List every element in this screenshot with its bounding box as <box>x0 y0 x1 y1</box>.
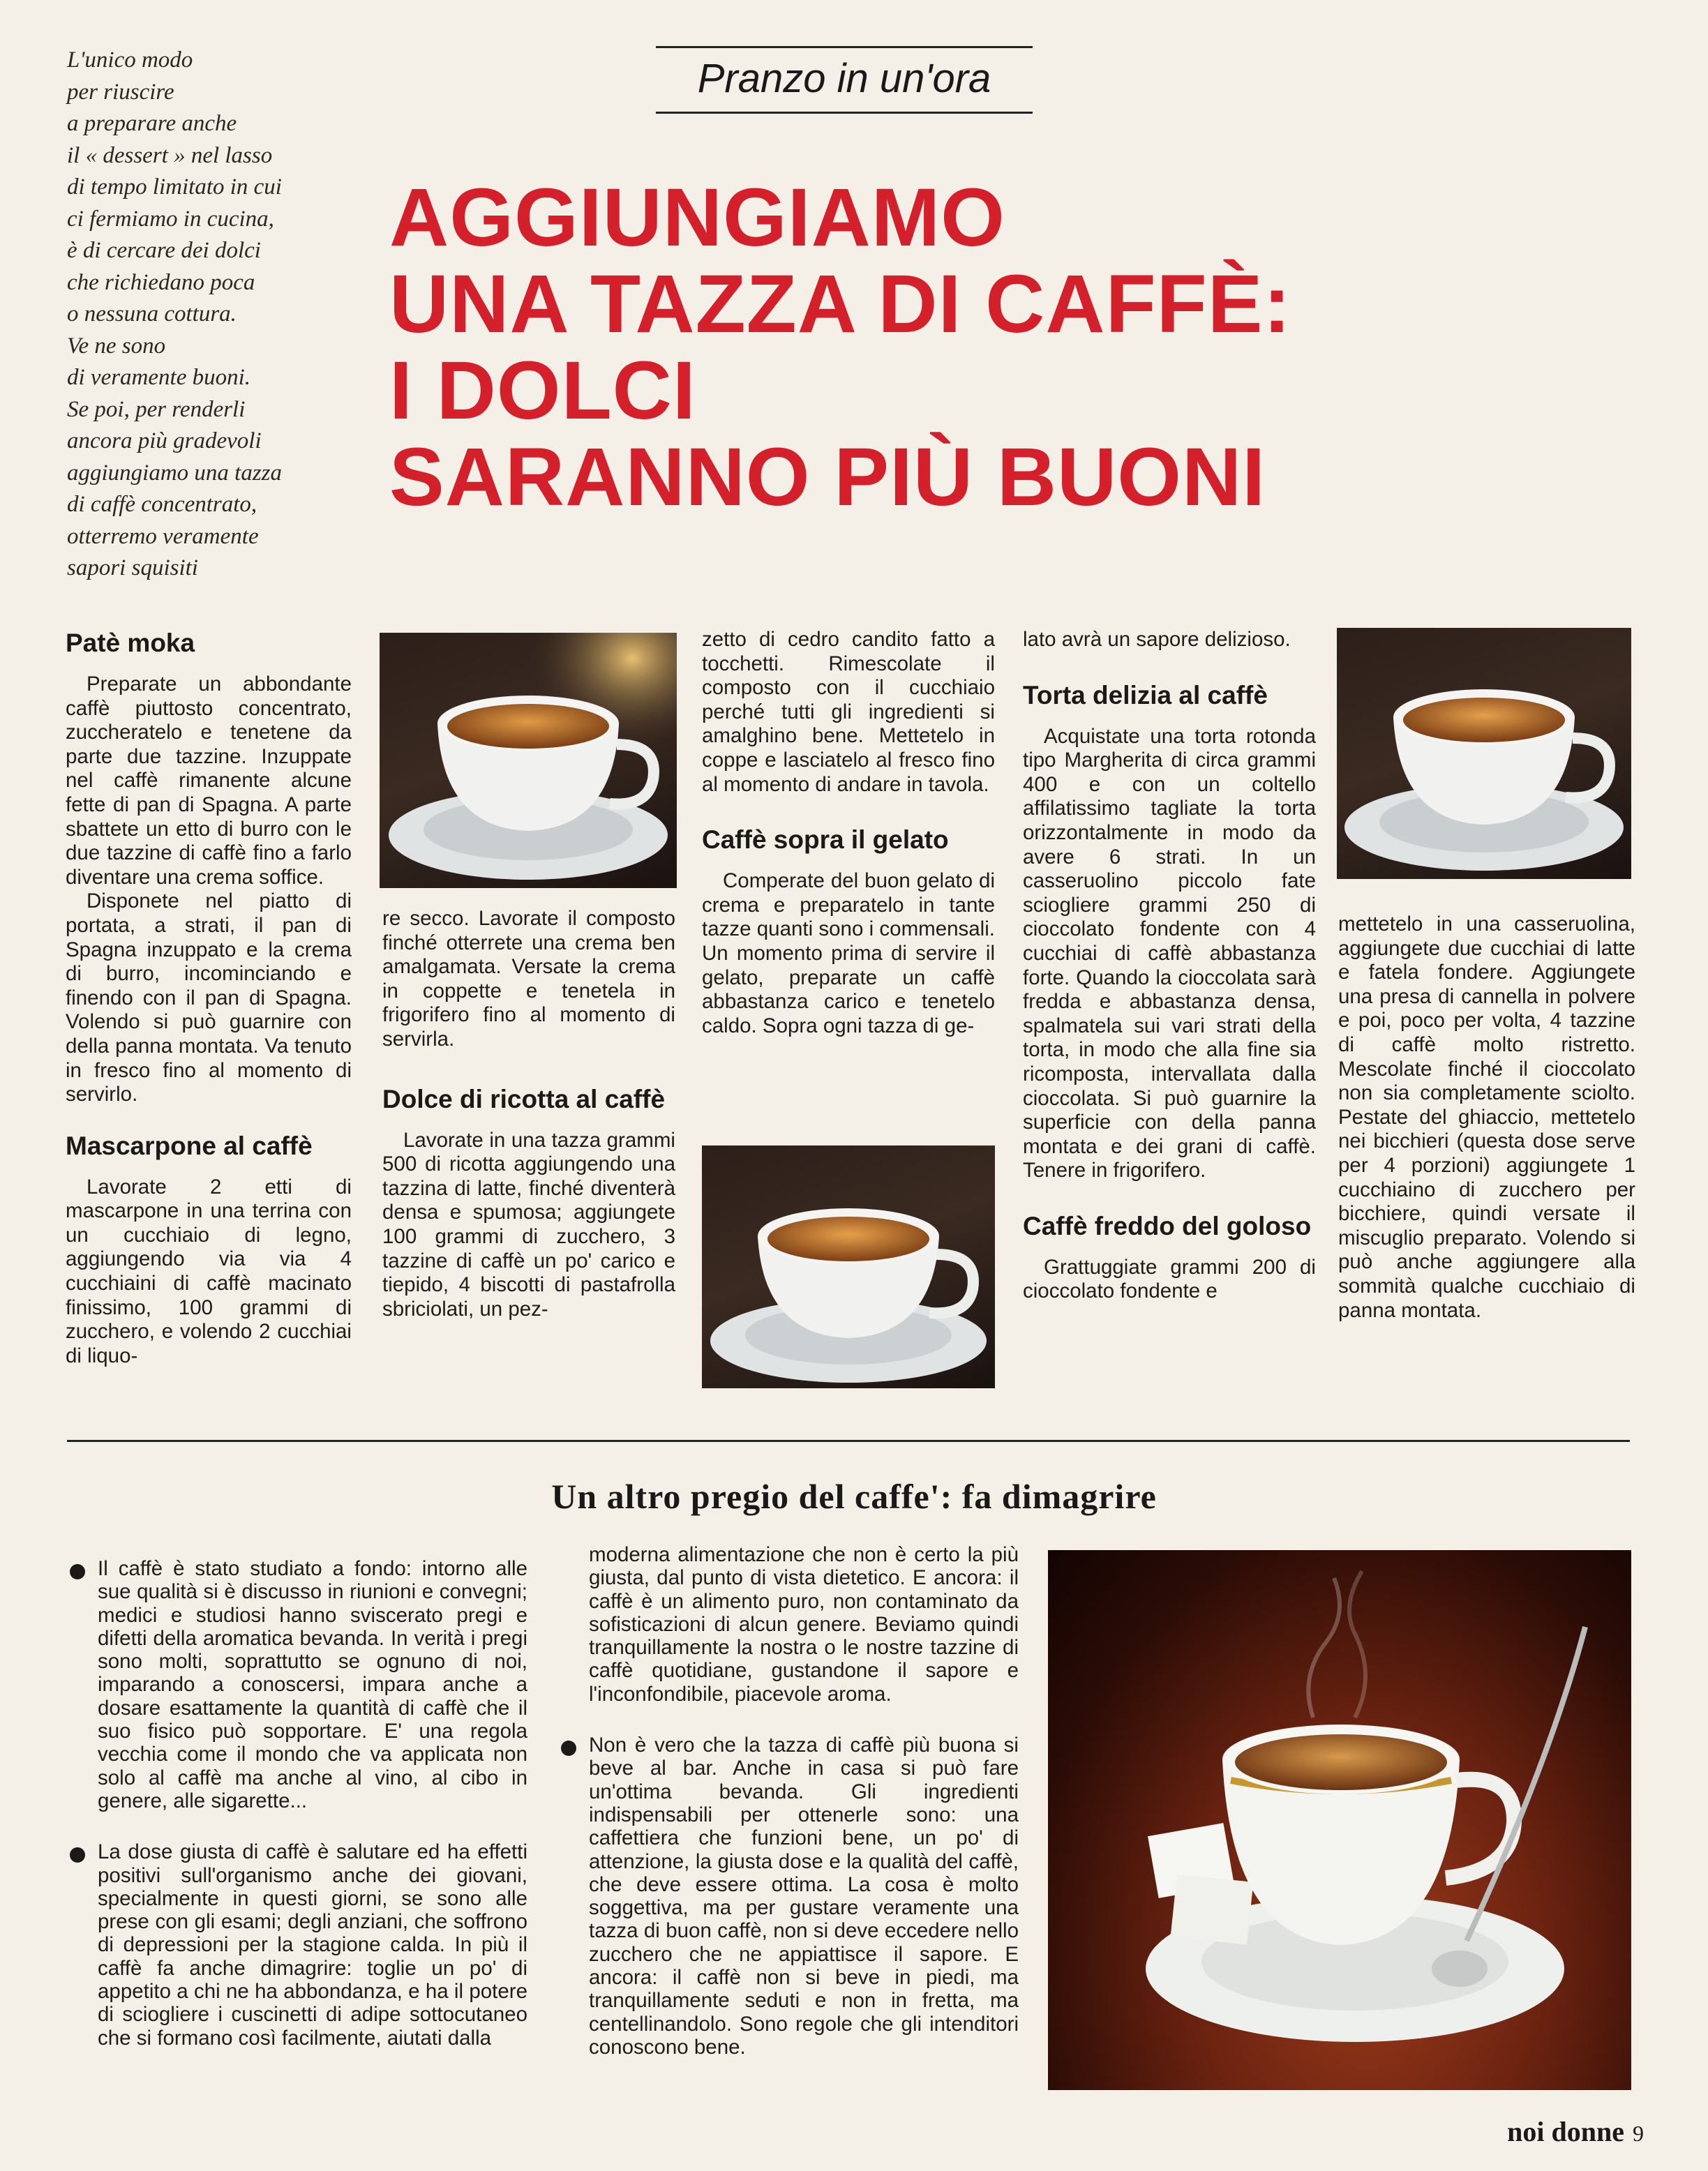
section-rubric: Pranzo in un'ora <box>656 46 1033 114</box>
headline-line: I DOLCI <box>389 345 696 437</box>
headline-line: SARANNO PIÙ BUONI <box>389 431 1266 523</box>
column-5 <box>1338 912 1635 1323</box>
recipe-paragraph: Lavorate 2 etti di mascarpone in una terrina con un cucchiaio di legno, aggiungendo via via 4 cucchiaini di caffè macinato finissimo, 100 grammi di zucchero, e volendo 2 cucchiai di liquo- <box>66 1175 352 1367</box>
recipe-paragraph: mettetelo in una casseruolina, aggiungete due cucchiai di latte e fatela fondere. Aggiungete una presa di cannella in polvere e poi, poco per volta, 4 tazzine di caffè molto ristretto. Mescolate finché il cioccolato non sia completamente sciolto. Pestate del ghiaccio, mettetelo nei bicchieri (questa dose serve per 4 porzioni) aggiungete 1 cucchiaino di zucchero per bicchiere, quindi versate il miscuglio preparato. Volendo si può anche aggiungere alla sommità qualche cucchiaio di panna montata. <box>1338 912 1635 1322</box>
article-paragraph: moderna alimentazione che non è certo la più giusta, dal punto di vista dietetico. E ancora: il caffè è un alimento puro, non contaminato da sofisticazioni di alcun genere. Beviamo quindi tranquillamente la nostra o le nostre tazzine di caffè quotidiane, gustandone il sapore e l'inconfondibile, piacevole aroma. <box>589 1543 1019 1706</box>
section-divider <box>67 1440 1630 1442</box>
column-3 <box>702 628 995 1038</box>
recipe-title: Dolce di ricotta al caffè <box>382 1084 666 1113</box>
intro-line: di veramente buoni. <box>67 365 251 390</box>
coffee-cup-illustration <box>1337 628 1631 879</box>
intro-text <box>67 45 346 585</box>
recipe-paragraph: zetto di cedro candito fatto a tocchetti. Rimescolate il composto con il cucchiaio perché tutti gli ingredienti si amalghino bene. Mettetelo in coppe e lasciatelo al fresco fino al momento di andare in tavola. <box>702 628 995 796</box>
recipe-paragraph: Acquistate una torta rotonda tipo Margherita di circa grammi 400 e con un coltello affilatissimo tagliate la torta orizzontalmente in modo da avere 6 strati. In un casseruolino piccolo fate sciogliere grammi 250 di cioccolato fondente con 4 cucchiai di caffè abbastanza forte. Quando la cioccolata sarà fredda e abbastanza densa, spalmatela sui vari strati della torta, in modo che alla fine sia ricomposta, intervallata dalla cioccolata. Si può guarnire la superficie con della panna montata e dei grani di caffè. Tenere in frigorifero. <box>1023 724 1316 1182</box>
recipe-paragraph: Comperate del buon gelato di crema e preparatelo in tante tazze quanti sono i commensali. Un momento prima di servire il gelato, preparate un caffè abbastanza carico e tenetelo caldo. Sopra ogni tazza di ge- <box>702 869 995 1037</box>
coffee-cup-illustration <box>702 1145 995 1388</box>
recipe-paragraph: Lavorate in una tazza grammi 500 di ricotta aggiungendo una tazzina di latte, finché diventerà densa e spumosa; aggiungete 100 grammi di zucchero, 3 tazzine di caffè un po' carico e tiepido, 4 biscotti di pastafrolla sbriciolati, un pez- <box>382 1128 675 1321</box>
bottom-column-2 <box>558 1543 1019 2059</box>
recipe-title: Patè moka <box>66 629 195 657</box>
intro-line: Se poi, per renderli <box>67 396 246 422</box>
recipe-paragraph: re secco. Lavorate il composto finché otterrete una crema ben amalgamata. Versate la crema in coppette e tenetela in frigorifero fino al momento di servirla. <box>382 907 675 1051</box>
column-4 <box>1023 628 1316 1304</box>
magazine-name: noi donne <box>1507 2116 1624 2147</box>
recipe-title: Torta delizia al caffè <box>1023 680 1268 709</box>
intro-line: sapori squisiti <box>67 555 198 580</box>
intro-line: di caffè concentrato, <box>67 492 257 517</box>
headline <box>389 172 1701 523</box>
coffee-cup-photo <box>1337 628 1631 879</box>
intro-line: aggiungiamo una tazza <box>67 460 283 486</box>
intro-line: o nessuna cottura. <box>67 301 237 326</box>
page-footer <box>1507 2115 1644 2148</box>
coffee-cup-photo <box>702 1145 995 1388</box>
intro-line: per riuscire <box>67 79 174 105</box>
recipe-paragraph: Disponete nel piatto di portata, a strati, il pan di Spagna inzuppato e la crema di burro, incominciando e finendo con il pan di Spagna. Volendo si può guarnire con della panna montata. Va tenuto in fresco fino al momento di servirlo. <box>66 889 352 1106</box>
coffee-cup-saucer-spoon-illustration <box>1048 1550 1631 2090</box>
column-2 <box>382 907 675 1321</box>
intro-line: ancora più gradevoli <box>67 428 262 453</box>
intro-line: otterremo veramente <box>67 523 259 549</box>
article-paragraph: Non è vero che la tazza di caffè più buona si beve al bar. Anche in casa si può fare un'ottima bevanda. Gli ingredienti indispensabili per ottenerle sono: una caffettiera che funzioni bene, un po' di attenzione, la giusta dose e la qualità del caffè, che deve essere ottima. La cosa è molto soggettiva, ma per gustare veramente una tazza di buon caffè, non si deve eccedere nello zucchero che ne appiattisce il sapore. E ancora: il caffè non si beve in piedi, ma tranquillamente seduti e non in fretta, ma centellinandolo. Sono regole che gli intenditori conoscono bene. <box>589 1734 1019 2059</box>
bullet-dot <box>70 1847 85 1863</box>
headline-line: AGGIUNGIAMO <box>389 172 1005 264</box>
intro-line: il « dessert » nel lasso <box>67 142 273 168</box>
column-1 <box>66 628 352 1368</box>
recipe-paragraph: Preparate un abbondante caffè piuttosto concentrato, zuccheratelo e tenetene da parte due tazzine. Inzuppate nel caffè rimanente alcune fette di pan di Spagna. A parte sbattete un etto di burro con le due tazzine di caffè fino a farlo diventare una crema soffice. <box>66 673 352 889</box>
recipe-title: Caffè freddo del goloso <box>1023 1211 1312 1240</box>
intro-line: è di cercare dei dolci <box>67 238 261 263</box>
coffee-cup-illustration <box>380 633 677 888</box>
section-title: Un altro pregio del caffe': fa dimagrire <box>551 1477 1157 1516</box>
intro-line: L'unico modo <box>67 47 193 73</box>
intro-line: ci fermiamo in cucina, <box>67 206 274 232</box>
bullet-item <box>67 1840 527 2050</box>
coffee-cup-large-photo <box>1048 1550 1631 2090</box>
bullet-item <box>558 1734 1019 2059</box>
bullet-dot <box>70 1564 85 1579</box>
bottom-column-1 <box>67 1557 527 2050</box>
recipe-title: Mascarpone al caffè <box>66 1131 313 1160</box>
recipe-title: Caffè sopra il gelato <box>702 825 949 855</box>
bullet-dot <box>561 1741 576 1756</box>
intro-line: che richiedano poca <box>67 269 255 295</box>
headline-line: UNA TAZZA DI CAFFÈ: <box>389 258 1291 350</box>
recipe-paragraph: lato avrà un sapore delizioso. <box>1023 628 1291 651</box>
intro-line: Ve ne sono <box>67 333 166 359</box>
article-paragraph: La dose giusta di caffè è salutare ed ha effetti positivi sull'organismo anche dei giovani, specialmente in questi giorni, se sono alle prese con gli esami; degli anziani, che soffrono di depressioni per la stagione calda. In più il caffè fa anche dimagrire: toglie un po' di appetito a chi ne ha abbondanza, e ha il potere di sciogliere i cuscinetti di adipe sottocutaneo che si formano così facilmente, aiutati dalla <box>98 1840 527 2050</box>
bullet-item <box>67 1557 527 1812</box>
page-number: 9 <box>1633 2121 1644 2146</box>
intro-line: di tempo limitato in cui <box>67 174 282 200</box>
recipe-paragraph: Grattuggiate grammi 200 di cioccolato fondente e <box>1023 1255 1316 1303</box>
article-paragraph: Il caffè è stato studiato a fondo: intorno alle sue qualità si è discusso in riunioni e convegni; medici e studiosi hanno sviscerato pregi e difetti della aromatica bevanda. In verità i pregi sono molti, soprattutto se ognuno di noi, imparando a conoscersi, impara anche a dosare esattamente la quantità di caffè che il suo fisico può sopportare. E' una regola vecchia come il mondo che va applicata non solo al caffè ma anche al vino, al cibo in genere, alle sigarette... <box>98 1557 527 1812</box>
coffee-cup-photo <box>380 633 677 888</box>
intro-line: a preparare anche <box>67 111 237 136</box>
